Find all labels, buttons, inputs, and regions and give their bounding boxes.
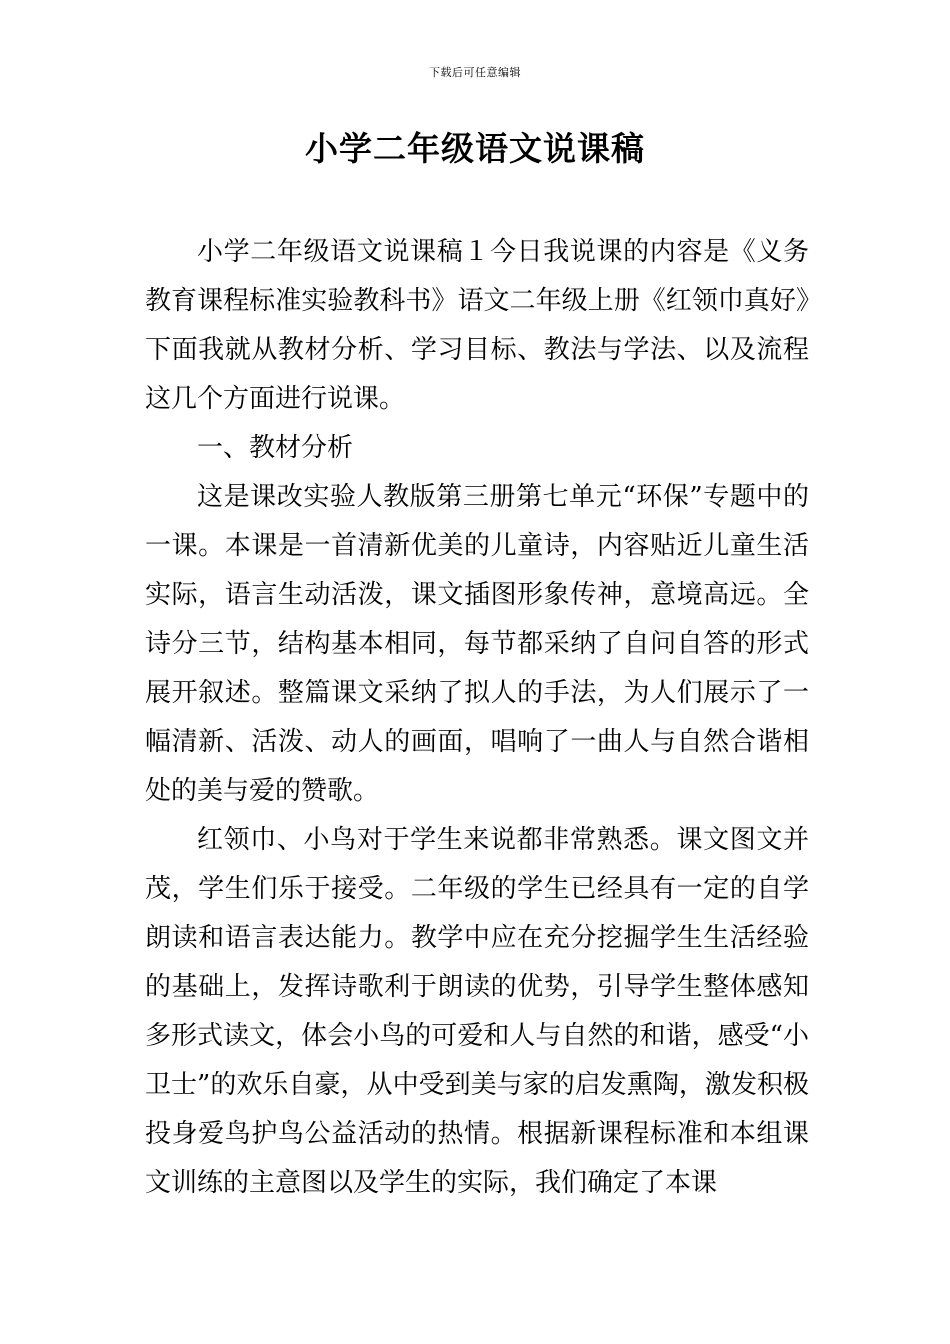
section-heading-textbook-analysis: 一、教材分析 (197, 433, 354, 463)
document-title: 小学二年级语文说课稿 (305, 129, 645, 168)
header-note: 下载后可任意编辑 (429, 66, 521, 79)
paragraph-intro: 小学二年级语文说课稿１今日我说课的内容是《义务教育课程标准实验教科书》语文二年级上册《红领巾真好》下面我就从教材分析、学习目标、教法与学法、以及流程这几个方面进行说课。 (145, 237, 809, 414)
paragraph-student-analysis: 红领巾、小鸟对于学生来说都非常熟悉。课文图文并茂，学生们乐于接受。二年级的学生已经具有一定的自学朗读和语言表达能力。教学中应在充分挖掘学生生活经验的基础上，发挥诗歌利于朗读的优势，引导学生整体感知多形式读文，体会小鸟的可爱和人与自然的和谐，感受“小卫士”的欢乐自豪，从中受到美与家的启发熏陶，激发积极投身爱鸟护鸟公益活动的热情。根据新课程标准和本组课文训练的主意图以及学生的实际，我们确定了本课 (145, 825, 809, 1198)
paragraph-textbook-analysis: 这是课改实验人教版第三册第七单元“环保”专题中的一课。本课是一首清新优美的儿童诗，内容贴近儿童生活实际，语言生动活泼，课文插图形象传神，意境高远。全诗分三节，结构基本相同，每节都采纳了自问自答的形式展开叙述。整篇课文采纳了拟人的手法，为人们展示了一幅清新、活泼、动人的画面，唱响了一曲人与自然合谐相处的美与爱的赞歌。 (145, 482, 809, 806)
document-body (145, 228, 809, 1208)
